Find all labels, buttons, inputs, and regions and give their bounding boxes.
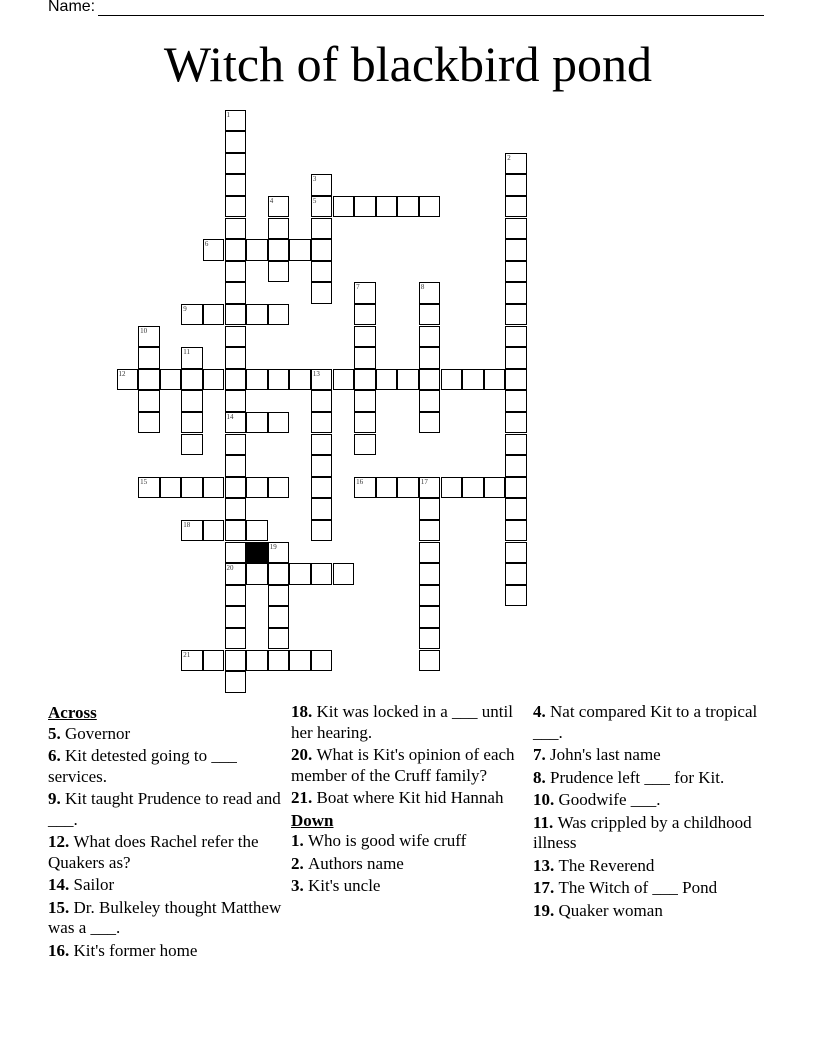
grid-cell[interactable]	[505, 412, 527, 434]
grid-cell[interactable]	[354, 369, 376, 391]
grid-cell[interactable]	[203, 304, 225, 326]
clue-item	[533, 768, 769, 789]
grid-cell[interactable]	[225, 239, 247, 261]
grid-cell[interactable]	[225, 520, 247, 542]
grid-cell[interactable]	[268, 369, 290, 391]
clue-text: Kit was locked in a ___ until her hearing.	[291, 702, 513, 742]
grid-cell[interactable]	[203, 369, 225, 391]
grid-cell[interactable]	[419, 498, 441, 520]
grid-cell[interactable]	[289, 563, 311, 585]
grid-cell[interactable]	[505, 282, 527, 304]
grid-cell[interactable]	[268, 542, 290, 564]
grid-cell[interactable]	[419, 585, 441, 607]
grid-cell[interactable]	[484, 369, 506, 391]
grid-cell[interactable]	[311, 563, 333, 585]
clue-text: John's last name	[550, 745, 661, 764]
grid-cell[interactable]	[289, 650, 311, 672]
grid-cell[interactable]	[225, 110, 247, 132]
grid-cell[interactable]	[225, 153, 247, 175]
clue-item	[291, 702, 527, 743]
grid-cell[interactable]	[268, 196, 290, 218]
grid-cell[interactable]	[181, 477, 203, 499]
grid-cell[interactable]	[160, 369, 182, 391]
grid-cell[interactable]	[225, 606, 247, 628]
grid-cell[interactable]	[268, 261, 290, 283]
grid-cell[interactable]	[505, 390, 527, 412]
grid-cell[interactable]	[419, 563, 441, 585]
clue-item	[291, 831, 527, 852]
grid-cell[interactable]	[225, 542, 247, 564]
grid-cell[interactable]	[138, 347, 160, 369]
grid-cell[interactable]	[246, 304, 268, 326]
clue-number-label: 18.	[291, 702, 317, 721]
clue-number-label: 1.	[291, 831, 308, 850]
clue-number-label: 9.	[48, 789, 65, 808]
grid-cell[interactable]	[225, 650, 247, 672]
clue-item	[533, 702, 769, 743]
grid-cell[interactable]	[138, 369, 160, 391]
clue-number: 1	[226, 110, 230, 119]
clue-number: 17	[420, 477, 428, 486]
grid-cell[interactable]	[311, 239, 333, 261]
clue-item	[533, 813, 769, 854]
clue-number: 10	[140, 326, 148, 335]
clue-item	[48, 746, 284, 787]
grid-cell[interactable]	[181, 347, 203, 369]
grid-cell[interactable]	[268, 218, 290, 240]
grid-cell[interactable]	[268, 650, 290, 672]
grid-cell[interactable]	[203, 520, 225, 542]
grid-cell[interactable]	[225, 671, 247, 693]
name-blank-line[interactable]	[98, 1, 764, 16]
clue-text: Prudence left ___ for Kit.	[550, 767, 725, 787]
clue-number: 3	[312, 175, 317, 184]
grid-cell[interactable]	[354, 434, 376, 456]
page-title: Witch of blackbird pond	[163, 36, 653, 92]
grid-cell[interactable]	[225, 369, 247, 391]
grid-cell[interactable]	[354, 347, 376, 369]
clue-text: Kit taught Prudence to read and ___.	[48, 789, 281, 829]
grid-cell[interactable]	[505, 196, 527, 218]
clue-text: What does Rachel refer the Quakers as?	[48, 832, 259, 872]
grid-cell[interactable]	[203, 477, 225, 499]
clue-text: The Witch of ___ Pond	[558, 878, 718, 897]
grid-cell[interactable]	[181, 304, 203, 326]
grid-cell[interactable]	[225, 131, 247, 153]
grid-cell[interactable]	[289, 239, 311, 261]
clue-number-label: 17.	[533, 878, 559, 897]
grid-cell[interactable]	[354, 477, 376, 499]
grid-cell[interactable]	[397, 369, 419, 391]
grid-cell[interactable]	[225, 498, 247, 520]
clue-text: Quaker woman	[558, 900, 663, 920]
grid-cell[interactable]	[462, 477, 484, 499]
clue-text: Who is good wife cruff	[308, 831, 467, 850]
clue-number-label: 10.	[533, 790, 559, 809]
clue-number: 5	[312, 196, 317, 205]
grid-cell[interactable]	[225, 390, 247, 412]
grid-cell[interactable]	[505, 563, 527, 585]
grid-cell[interactable]	[441, 477, 463, 499]
grid-cell[interactable]	[225, 174, 247, 196]
grid-cell[interactable]	[505, 434, 527, 456]
grid-cell[interactable]	[419, 542, 441, 564]
grid-cell[interactable]	[505, 218, 527, 240]
grid-cell[interactable]	[333, 369, 355, 391]
grid-cell[interactable]	[246, 412, 268, 434]
clue-number: 8	[420, 283, 425, 292]
grid-cell[interactable]	[225, 585, 247, 607]
grid-cell[interactable]	[181, 650, 203, 672]
clue-item	[291, 788, 527, 809]
grid-cell[interactable]	[225, 455, 247, 477]
clue-text: Kit detested going to ___ services.	[48, 746, 237, 786]
grid-cell[interactable]	[268, 239, 290, 261]
name-field[interactable]	[48, 0, 764, 16]
grid-cell[interactable]	[181, 520, 203, 542]
clue-text: The Reverend	[558, 855, 655, 875]
grid-cell[interactable]	[505, 261, 527, 283]
grid-cell[interactable]	[505, 498, 527, 520]
grid-cell[interactable]	[311, 434, 333, 456]
clue-number: 7	[356, 283, 360, 292]
grid-cell[interactable]	[333, 563, 355, 585]
grid-cell[interactable]	[311, 390, 333, 412]
grid-cell[interactable]	[505, 477, 527, 499]
grid-cell[interactable]	[225, 218, 247, 240]
clue-number: 6	[204, 240, 209, 249]
clue-number: 13	[312, 369, 320, 378]
grid-cell[interactable]	[419, 369, 441, 391]
grid-cell[interactable]	[505, 520, 527, 542]
clue-number: 14	[226, 412, 234, 421]
clue-number-label: 5.	[48, 723, 65, 743]
clue-number-label: 11.	[533, 812, 558, 832]
grid-cell[interactable]	[354, 282, 376, 304]
clue-text: Kit's former home	[73, 940, 198, 960]
clue-number-label: 4.	[533, 702, 550, 721]
clue-item	[533, 901, 769, 922]
clue-number-label: 19.	[533, 900, 559, 920]
grid-cell[interactable]	[246, 520, 268, 542]
grid-cell[interactable]	[268, 304, 290, 326]
clue-text: Was crippled by a childhood illness	[533, 812, 752, 852]
grid-cell[interactable]	[225, 347, 247, 369]
clue-number: 4	[269, 196, 274, 205]
grid-cell[interactable]	[505, 304, 527, 326]
grid-cell[interactable]	[376, 477, 398, 499]
clue-number-label: 7.	[533, 745, 550, 764]
clue-number-label: 15.	[48, 897, 74, 917]
grid-cell[interactable]	[376, 196, 398, 218]
grid-cell[interactable]	[225, 434, 247, 456]
grid-cell[interactable]	[289, 369, 311, 391]
grid-cell[interactable]	[181, 369, 203, 391]
grid-cell[interactable]	[376, 369, 398, 391]
clue-number-label: 13.	[533, 855, 559, 875]
clue-text: Governor	[65, 723, 131, 743]
grid-cell[interactable]	[419, 304, 441, 326]
clue-text: Sailor	[73, 875, 115, 894]
grid-cell[interactable]	[505, 455, 527, 477]
clue-item	[48, 724, 284, 745]
grid-cell[interactable]	[225, 326, 247, 348]
clue-item	[291, 876, 527, 897]
grid-cell[interactable]	[419, 606, 441, 628]
grid-cell[interactable]	[181, 412, 203, 434]
clue-number-label: 16.	[48, 940, 74, 960]
grid-cell[interactable]	[354, 196, 376, 218]
clue-number-label: 6.	[48, 746, 65, 765]
clue-column-2	[291, 702, 527, 899]
grid-cell[interactable]	[505, 326, 527, 348]
grid-cell[interactable]	[505, 153, 527, 175]
clue-text: Boat where Kit hid Hannah	[316, 788, 504, 807]
clue-number: 11	[183, 348, 191, 357]
grid-cell[interactable]	[505, 585, 527, 607]
grid-cell[interactable]	[160, 477, 182, 499]
grid-cell[interactable]	[419, 326, 441, 348]
grid-cell[interactable]	[354, 304, 376, 326]
grid-cell[interactable]	[311, 498, 333, 520]
grid-cell[interactable]	[419, 412, 441, 434]
grid-cell[interactable]	[138, 390, 160, 412]
clue-number: 16	[356, 477, 364, 486]
clue-item	[48, 789, 284, 830]
grid-cell[interactable]	[246, 369, 268, 391]
grid-cell[interactable]	[225, 412, 247, 434]
grid-cell[interactable]	[397, 196, 419, 218]
grid-cell[interactable]	[419, 628, 441, 650]
clue-number: 12	[118, 369, 126, 378]
clue-item	[533, 856, 769, 877]
clue-number-label: 14.	[48, 875, 74, 894]
grid-cell[interactable]	[505, 239, 527, 261]
down-heading: Down	[291, 810, 334, 830]
grid-cell[interactable]	[225, 304, 247, 326]
grid-cell[interactable]	[462, 369, 484, 391]
grid-cell[interactable]	[354, 412, 376, 434]
grid-cell[interactable]	[397, 477, 419, 499]
grid-cell[interactable]	[419, 390, 441, 412]
across-heading: Across	[48, 703, 97, 722]
grid-cell[interactable]	[419, 347, 441, 369]
grid-cell[interactable]	[203, 650, 225, 672]
clue-number-label: 21.	[291, 788, 317, 807]
grid-cell[interactable]	[419, 196, 441, 218]
grid-cell[interactable]	[354, 390, 376, 412]
grid-cell[interactable]	[419, 477, 441, 499]
grid-cell[interactable]	[505, 174, 527, 196]
grid-cell[interactable]	[419, 650, 441, 672]
grid-cell[interactable]	[181, 434, 203, 456]
clue-item	[291, 745, 527, 786]
grid-cell[interactable]	[311, 520, 333, 542]
grid-cell[interactable]	[354, 326, 376, 348]
grid-cell[interactable]	[505, 369, 527, 391]
clue-number: 19	[269, 542, 277, 551]
grid-cell[interactable]	[505, 347, 527, 369]
grid-cell[interactable]	[138, 326, 160, 348]
grid-cell[interactable]	[484, 477, 506, 499]
grid-cell[interactable]	[246, 477, 268, 499]
clue-number: 20	[226, 564, 234, 573]
grid-cell[interactable]	[268, 412, 290, 434]
clue-text: Authors name	[308, 853, 404, 873]
grid-cell[interactable]	[203, 239, 225, 261]
grid-cell[interactable]	[138, 412, 160, 434]
clue-number: 18	[183, 520, 191, 529]
grid-cell[interactable]	[441, 369, 463, 391]
grid-cell[interactable]	[268, 628, 290, 650]
clue-item	[48, 941, 284, 962]
clue-number: 2	[507, 153, 511, 162]
clue-text: Goodwife ___.	[558, 790, 661, 809]
name-label: Name:	[48, 0, 96, 15]
grid-cell[interactable]	[268, 585, 290, 607]
clue-column-3	[533, 702, 769, 923]
grid-cell[interactable]	[311, 174, 333, 196]
grid-cell[interactable]	[419, 282, 441, 304]
grid-cell[interactable]	[333, 196, 355, 218]
clue-number-label: 3.	[291, 876, 308, 895]
grid-cell[interactable]	[311, 650, 333, 672]
clue-text: Dr. Bulkeley thought Matthew was a ___.	[48, 897, 282, 937]
clue-item	[48, 875, 284, 896]
grid-cell[interactable]	[311, 412, 333, 434]
clue-item	[48, 898, 284, 939]
clue-item	[533, 790, 769, 811]
clue-column-1	[48, 702, 284, 963]
clue-number: 9	[183, 304, 187, 313]
clue-number-label: 20.	[291, 745, 317, 764]
clue-number-label: 8.	[533, 767, 550, 787]
clue-number-label: 2.	[291, 853, 308, 873]
clue-number: 15	[140, 477, 148, 486]
grid-cell[interactable]	[505, 542, 527, 564]
grid-cell[interactable]	[419, 520, 441, 542]
grid-cell[interactable]	[225, 261, 247, 283]
grid-cell[interactable]	[311, 261, 333, 283]
clue-text: Kit's uncle	[308, 876, 381, 895]
clue-item	[533, 745, 769, 766]
clue-item	[533, 878, 769, 899]
grid-cell[interactable]	[246, 563, 268, 585]
grid-cell[interactable]	[311, 455, 333, 477]
clue-text: Nat compared Kit to a tropical ___.	[533, 702, 758, 742]
grid-cell[interactable]	[311, 477, 333, 499]
grid-cell[interactable]	[311, 369, 333, 391]
black-cell	[246, 542, 268, 564]
grid-cell[interactable]	[246, 650, 268, 672]
grid-cell[interactable]	[225, 563, 247, 585]
clue-number: 21	[183, 650, 191, 659]
grid-cell[interactable]	[268, 606, 290, 628]
grid-cell[interactable]	[138, 477, 160, 499]
grid-cell[interactable]	[311, 196, 333, 218]
grid-cell[interactable]	[268, 563, 290, 585]
grid-cell[interactable]	[311, 218, 333, 240]
clue-number-label: 12.	[48, 832, 74, 851]
grid-cell[interactable]	[225, 196, 247, 218]
grid-cell[interactable]	[246, 239, 268, 261]
clue-text: What is Kit's opinion of each member of the Cruff family?	[291, 745, 515, 785]
grid-cell[interactable]	[181, 390, 203, 412]
clue-item	[48, 832, 284, 873]
grid-cell[interactable]	[225, 282, 247, 304]
crossword-grid	[117, 110, 529, 694]
clue-item	[291, 854, 527, 875]
grid-cell[interactable]	[268, 477, 290, 499]
grid-cell[interactable]	[225, 628, 247, 650]
grid-cell[interactable]	[225, 477, 247, 499]
grid-cell[interactable]	[117, 369, 139, 391]
grid-cell[interactable]	[311, 282, 333, 304]
